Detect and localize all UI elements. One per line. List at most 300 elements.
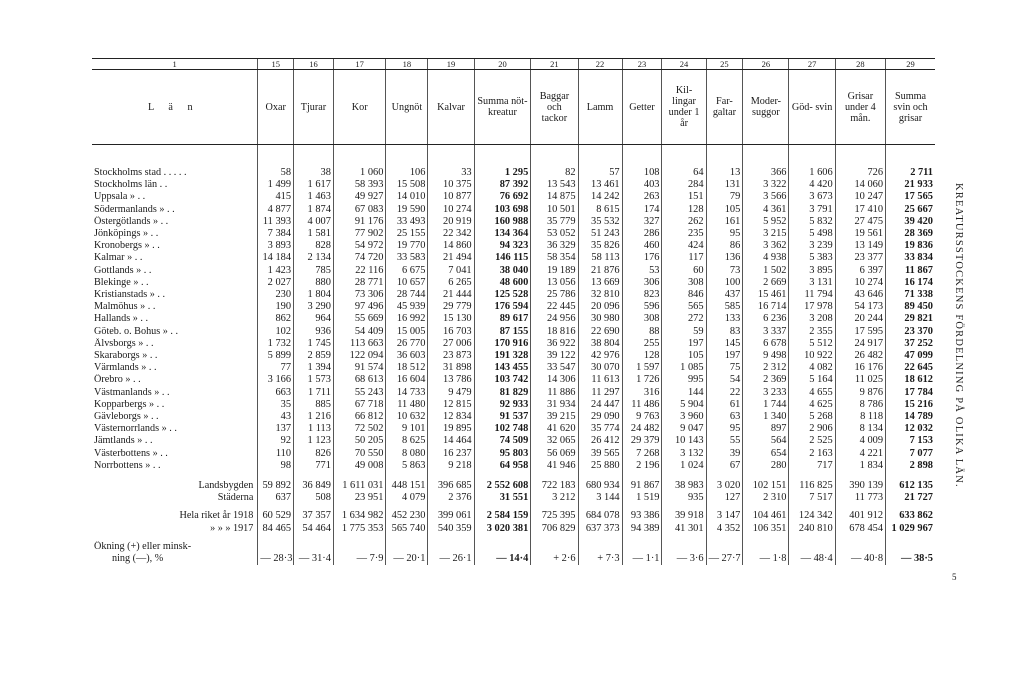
row-label: Gottlands » . .	[94, 264, 152, 276]
table-cell: 37 357	[294, 510, 334, 522]
table-cell: 127	[706, 492, 743, 504]
table-cell: 415	[258, 191, 294, 203]
table-cell: 3 362	[743, 240, 789, 252]
column-header: Summa nöt- kreatur	[474, 70, 531, 145]
table-cell: 36 603	[386, 350, 428, 362]
table-row	[92, 313, 935, 325]
row-label: Västernorrlands » . .	[94, 423, 177, 435]
table-cell: 5 899	[258, 350, 294, 362]
table-cell: — 3·6	[662, 553, 706, 565]
table-cell: 1 499	[258, 179, 294, 191]
column-header: Summa svin och grisar	[886, 70, 935, 145]
table-cell: 1 804	[294, 289, 334, 301]
table-cell: 42 976	[578, 350, 622, 362]
table-row	[92, 191, 935, 203]
table-cell: — 38·5	[886, 553, 935, 565]
table-cell: 637	[258, 492, 294, 504]
table-cell: 15 216	[886, 399, 935, 411]
table-cell: 3 166	[258, 374, 294, 386]
table-cell: 28 744	[386, 289, 428, 301]
table-cell: 2 898	[886, 460, 935, 472]
table-cell: 54 173	[835, 301, 885, 313]
table-cell: 23 951	[333, 492, 385, 504]
table-cell: 22 342	[428, 228, 474, 240]
table-cell: 91 176	[333, 216, 385, 228]
table-cell: 55	[706, 435, 743, 447]
table-cell: 13	[706, 167, 743, 179]
table-cell: 3 960	[662, 411, 706, 423]
table-cell: 448 151	[386, 480, 428, 492]
table-row	[92, 216, 935, 228]
table-cell: 25 786	[531, 289, 578, 301]
table-cell: 63	[706, 411, 743, 423]
table-cell: 2 355	[789, 326, 835, 338]
table-cell: 95 803	[474, 448, 531, 460]
table-cell: 64	[662, 167, 706, 179]
table-cell: 39 122	[531, 350, 578, 362]
table-cell: 5 863	[386, 460, 428, 472]
table-cell: 11 886	[531, 387, 578, 399]
table-cell: 131	[706, 179, 743, 191]
table-cell: 327	[622, 216, 662, 228]
table-cell: 3 322	[743, 179, 789, 191]
table-cell: 286	[622, 228, 662, 240]
table-cell: 10 922	[789, 350, 835, 362]
table-cell: 102	[258, 326, 294, 338]
table-cell: 14 242	[578, 191, 622, 203]
table-cell: 3 020 381	[474, 523, 531, 535]
table-row	[92, 492, 935, 504]
table-row	[92, 240, 935, 252]
table-cell: 36 922	[531, 338, 578, 350]
column-number: 19	[428, 59, 474, 70]
table-cell: 35 779	[531, 216, 578, 228]
table-cell: 9 876	[835, 387, 885, 399]
table-cell: 70 550	[333, 448, 385, 460]
table-cell: 401 912	[835, 510, 885, 522]
table-cell: 390 139	[835, 480, 885, 492]
table-cell: 19 590	[386, 204, 428, 216]
table-cell: 2 369	[743, 374, 789, 386]
table-cell: 94 389	[622, 523, 662, 535]
change-row	[92, 541, 935, 553]
table-cell: 21 876	[578, 265, 622, 277]
table-cell: 67 718	[333, 399, 385, 411]
table-cell: 36 329	[531, 240, 578, 252]
table-cell: 16 604	[386, 374, 428, 386]
table-cell: 846	[662, 289, 706, 301]
row-label: Södermanlands » . .	[94, 203, 175, 215]
table-cell: 20 096	[578, 301, 622, 313]
row-label: ning (—), %	[112, 553, 164, 565]
table-cell: 151	[662, 191, 706, 203]
table-cell: 396 685	[428, 480, 474, 492]
table-cell: 3 239	[789, 240, 835, 252]
table-cell: 23 873	[428, 350, 474, 362]
table-cell: 60	[662, 265, 706, 277]
table-cell: 995	[662, 374, 706, 386]
table-cell: 91 867	[622, 480, 662, 492]
table-cell: 176 594	[474, 301, 531, 313]
table-cell: 11 480	[386, 399, 428, 411]
table-cell: 58 393	[333, 179, 385, 191]
table-cell: 11 297	[578, 387, 622, 399]
table-cell: 27 475	[835, 216, 885, 228]
table-cell: 33 493	[386, 216, 428, 228]
table-cell: 6 236	[743, 313, 789, 325]
table-cell: 174	[622, 204, 662, 216]
row-label: Skaraborgs » . .	[94, 350, 158, 362]
table-cell: 32 065	[531, 435, 578, 447]
table-cell: 191 328	[474, 350, 531, 362]
table-cell: 43	[258, 411, 294, 423]
table-cell: 128	[662, 204, 706, 216]
table-cell: 725 395	[531, 510, 578, 522]
page-number: 5	[952, 572, 957, 582]
table-cell: 87 392	[474, 179, 531, 191]
table-cell: 16 714	[743, 301, 789, 313]
table-cell: 240 810	[789, 523, 835, 535]
table-cell: 81 829	[474, 387, 531, 399]
table-row	[92, 423, 935, 435]
table-cell: 79	[706, 191, 743, 203]
table-cell: 14 060	[835, 179, 885, 191]
table-cell: 14 789	[886, 411, 935, 423]
table-cell: 41 301	[662, 523, 706, 535]
table-row	[92, 411, 935, 423]
column-header: Getter	[622, 70, 662, 145]
table-row	[92, 277, 935, 289]
table-cell: 826	[294, 448, 334, 460]
table-cell: 49 927	[333, 191, 385, 203]
table-cell: 97 496	[333, 301, 385, 313]
table-cell: 936	[294, 326, 334, 338]
table-cell: 73 306	[333, 289, 385, 301]
table-cell: 3 337	[743, 326, 789, 338]
table-cell: 41 620	[531, 423, 578, 435]
table-cell: 437	[706, 289, 743, 301]
table-cell: 14 464	[428, 435, 474, 447]
column-number: 21	[531, 59, 578, 70]
table-cell: 33	[428, 167, 474, 179]
table-cell: 1 744	[743, 399, 789, 411]
row-label: Gävleborgs » . .	[94, 411, 159, 423]
column-header: Grisar under 4 mån.	[835, 70, 885, 145]
table-cell: 585	[706, 301, 743, 313]
table-cell: 10 657	[386, 277, 428, 289]
column-number: 26	[743, 59, 789, 70]
column-number: 20	[474, 59, 531, 70]
table-cell: 11 486	[622, 399, 662, 411]
table-cell: 9 498	[743, 350, 789, 362]
table-cell: 452 230	[386, 510, 428, 522]
table-cell: 4 625	[789, 399, 835, 411]
row-label: Uppsala » . .	[94, 191, 146, 203]
table-cell: 1 029 967	[886, 523, 935, 535]
table-cell: 22 690	[578, 326, 622, 338]
table-cell: 8 080	[386, 448, 428, 460]
table-cell: 1 423	[258, 265, 294, 277]
table-cell: 113 663	[333, 338, 385, 350]
table-row	[92, 374, 935, 386]
table-cell: 16 176	[835, 362, 885, 374]
table-cell: + 7·3	[578, 553, 622, 565]
table-cell: 18 816	[531, 326, 578, 338]
table-cell: 8 134	[835, 423, 885, 435]
table-cell: 722 183	[531, 480, 578, 492]
table-cell: 308	[662, 277, 706, 289]
table-cell: 897	[743, 423, 789, 435]
table-cell: 15 461	[743, 289, 789, 301]
table-cell: 103 698	[474, 204, 531, 216]
table-cell: 5 498	[789, 228, 835, 240]
row-label: Västerbottens » . .	[94, 447, 168, 459]
table-cell: 2 669	[743, 277, 789, 289]
table-cell: 24 917	[835, 338, 885, 350]
table-cell: 6 397	[835, 265, 885, 277]
table-cell: 1 394	[294, 362, 334, 374]
table-cell: 2 711	[886, 167, 935, 179]
table-cell: 2 027	[258, 277, 294, 289]
table-cell: 24 956	[531, 313, 578, 325]
table-cell: 26 770	[386, 338, 428, 350]
column-header: Ungnöt	[386, 70, 428, 145]
table-cell: 1 463	[294, 191, 334, 203]
table-cell: 3 566	[743, 191, 789, 203]
table-cell: 47 099	[886, 350, 935, 362]
table-cell: 1 340	[743, 411, 789, 423]
row-label: Västmanlands » . .	[94, 386, 170, 398]
table-cell: 15 508	[386, 179, 428, 191]
table-cell: 5 268	[789, 411, 835, 423]
table-cell: 38 804	[578, 338, 622, 350]
table-cell: 94 323	[474, 240, 531, 252]
column-numbers-row	[92, 59, 935, 70]
table-cell: 48 600	[474, 277, 531, 289]
table-cell: 399 061	[428, 510, 474, 522]
table-cell: 144	[662, 387, 706, 399]
table-cell: 1 216	[294, 411, 334, 423]
table-cell: 17 565	[886, 191, 935, 203]
table-cell: 59 892	[258, 480, 294, 492]
table-cell: 21 933	[886, 179, 935, 191]
table-cell: 128	[622, 350, 662, 362]
table-cell: 11 393	[258, 216, 294, 228]
table-cell: 125 528	[474, 289, 531, 301]
table-cell: 862	[258, 313, 294, 325]
table-cell: 103 742	[474, 374, 531, 386]
column-header: Tjurar	[294, 70, 334, 145]
table-cell: 105	[706, 204, 743, 216]
table-cell: 3 132	[662, 448, 706, 460]
table-cell: 4 420	[789, 179, 835, 191]
column-header: Far- galtar	[706, 70, 743, 145]
table-cell: 17 410	[835, 204, 885, 216]
table-cell: 5 512	[789, 338, 835, 350]
table-cell: 2 312	[743, 362, 789, 374]
table-cell: 22 116	[333, 265, 385, 277]
table-cell: — 20·1	[386, 553, 428, 565]
table-cell: 1 024	[662, 460, 706, 472]
table-cell: 54 409	[333, 326, 385, 338]
table-cell: 15 130	[428, 313, 474, 325]
table-cell: 170 916	[474, 338, 531, 350]
table-cell: 18 512	[386, 362, 428, 374]
table-cell: 143 455	[474, 362, 531, 374]
table-cell: 116 825	[789, 480, 835, 492]
table-cell: 16 237	[428, 448, 474, 460]
table-cell: 637 373	[578, 523, 622, 535]
table-cell: 89 617	[474, 313, 531, 325]
table-cell: 176	[622, 252, 662, 264]
table-cell: 9 218	[428, 460, 474, 472]
table-cell: 7 384	[258, 228, 294, 240]
table-cell: 508	[294, 492, 334, 504]
table-cell: 25 880	[578, 460, 622, 472]
table-cell: 19 895	[428, 423, 474, 435]
table-cell: 3 290	[294, 301, 334, 313]
table-cell: 124 342	[789, 510, 835, 522]
table-cell: 53 052	[531, 228, 578, 240]
table-cell: 262	[662, 216, 706, 228]
table-cell: 935	[662, 492, 706, 504]
table-cell: 1 611 031	[333, 480, 385, 492]
table-cell: 13 461	[578, 179, 622, 191]
column-header: Kil- lingar under 1 år	[662, 70, 706, 145]
table-cell: 64 958	[474, 460, 531, 472]
table-cell: 57	[578, 167, 622, 179]
row-label: Stockholms län . .	[94, 179, 168, 191]
table-row	[92, 301, 935, 313]
table-cell: 117	[662, 252, 706, 264]
table-cell: 14 306	[531, 374, 578, 386]
row-label: Blekinge » . .	[94, 276, 149, 288]
table-row	[92, 350, 935, 362]
table-cell: 91 537	[474, 411, 531, 423]
spacer-row	[92, 472, 935, 480]
table-cell: 4 352	[706, 523, 743, 535]
table-cell: 29 090	[578, 411, 622, 423]
table-cell: 67 083	[333, 204, 385, 216]
table-cell: 190	[258, 301, 294, 313]
table-cell: 72 502	[333, 423, 385, 435]
table-cell: 76 692	[474, 191, 531, 203]
row-label: Stockholms stad . . . . .	[94, 167, 187, 178]
table-cell: 540 359	[428, 523, 474, 535]
table-cell: 2 584 159	[474, 510, 531, 522]
table-cell: 122 094	[333, 350, 385, 362]
column-header: Lamm	[578, 70, 622, 145]
row-label: Kopparbergs » . .	[94, 398, 165, 410]
table-cell: 3 895	[789, 265, 835, 277]
table-cell: — 28·3	[258, 553, 294, 565]
table-cell: 13 786	[428, 374, 474, 386]
table-cell: — 31·4	[294, 553, 334, 565]
row-label: Jämtlands » . .	[94, 435, 153, 447]
row-label: Örebro » . .	[94, 374, 141, 386]
table-cell: 10 274	[428, 204, 474, 216]
table-cell: 19 836	[886, 240, 935, 252]
table-cell: 308	[622, 313, 662, 325]
table-cell: 3 673	[789, 191, 835, 203]
table-cell: 4 361	[743, 204, 789, 216]
table-cell: 16 992	[386, 313, 428, 325]
column-number: 16	[294, 59, 334, 70]
table-cell: 717	[789, 460, 835, 472]
table-cell: — 26·1	[428, 553, 474, 565]
table-cell: 633 862	[886, 510, 935, 522]
table-cell: 13 056	[531, 277, 578, 289]
table-row	[92, 480, 935, 492]
table-cell: — 7·9	[333, 553, 385, 565]
column-number: 23	[622, 59, 662, 70]
livestock-table	[92, 58, 935, 565]
table-cell: 71 338	[886, 289, 935, 301]
table-cell: 55 669	[333, 313, 385, 325]
table-row	[92, 523, 935, 535]
table-cell: 29 779	[428, 301, 474, 313]
table-cell: 2 196	[622, 460, 662, 472]
column-headers-row	[92, 70, 935, 145]
table-cell: 10 877	[428, 191, 474, 203]
side-title	[950, 183, 966, 488]
table-cell: 13 543	[531, 179, 578, 191]
table-cell: 82	[531, 167, 578, 179]
table-cell: 146 115	[474, 252, 531, 264]
table-cell: 1 581	[294, 228, 334, 240]
table-cell: 3 147	[706, 510, 743, 522]
table-cell: 73	[706, 265, 743, 277]
table-cell: 160 988	[474, 216, 531, 228]
table-cell: 100	[706, 277, 743, 289]
table-cell: 23 377	[835, 252, 885, 264]
table-cell: 145	[706, 338, 743, 350]
table-cell: 9 047	[662, 423, 706, 435]
table-cell: 7 153	[886, 435, 935, 447]
table-cell: 12 032	[886, 423, 935, 435]
table-cell: 366	[743, 167, 789, 179]
table-cell: — 1·1	[622, 553, 662, 565]
table-cell: 105	[662, 350, 706, 362]
table-cell: 88	[622, 326, 662, 338]
row-label: Malmöhus » . .	[94, 301, 156, 313]
table-cell: 11 794	[789, 289, 835, 301]
table-cell: 133	[706, 313, 743, 325]
table-cell: 612 135	[886, 480, 935, 492]
table-row	[92, 448, 935, 460]
table-cell: 678 454	[835, 523, 885, 535]
table-cell: 4 082	[789, 362, 835, 374]
table-cell: 823	[622, 289, 662, 301]
column-header: Baggar och tackor	[531, 70, 578, 145]
table-cell: 29 379	[622, 435, 662, 447]
table-cell: 2 163	[789, 448, 835, 460]
table-cell: 56 069	[531, 448, 578, 460]
table-cell: 89 450	[886, 301, 935, 313]
table-cell: 75	[706, 362, 743, 374]
table-cell: — 27·7	[706, 553, 743, 565]
table-cell: 1 775 353	[333, 523, 385, 535]
table-cell: 9 763	[622, 411, 662, 423]
row-label: Kristianstads » . .	[94, 289, 166, 301]
table-cell: 9 479	[428, 387, 474, 399]
table-cell: 14 875	[531, 191, 578, 203]
table-cell: 87 155	[474, 326, 531, 338]
column-number: 15	[258, 59, 294, 70]
row-label: Ökning (+) eller minsk-	[94, 540, 192, 552]
table-cell: 11 613	[578, 374, 622, 386]
table-cell: 3 020	[706, 480, 743, 492]
